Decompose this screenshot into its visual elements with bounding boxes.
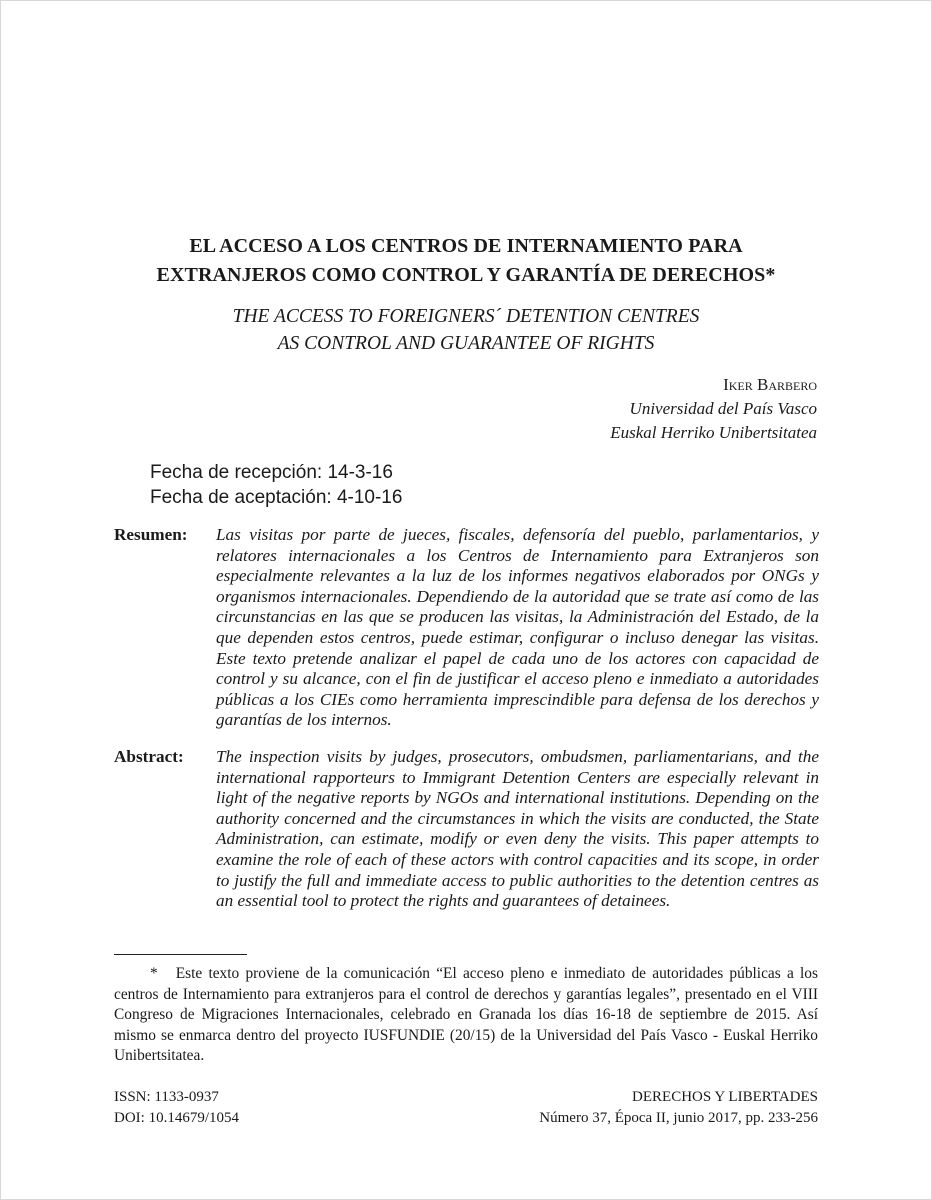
abstract-text: The inspection visits by judges, prosecutors, ombudsmen, parliamentarians, and the international rapporteurs to Immigrant Detention Centers are especially relevant in light of the negative reports by NGOs and international institutions. Depending on the authority concerned and the circumstances in which the visits are conducted, the State Administration, can estimate, modify or even deny the visits. This paper attempts to examine the role of each of these actors with control capacities and its scope, in order to justify the full and immediate access to public authorities to the detention centres as an essential tool to protect the rights and guarantees of detainees. bbox=[216, 747, 819, 911]
title-spanish bbox=[0, 232, 932, 290]
accepted-date: Fecha de aceptación: 4-10-16 bbox=[150, 487, 403, 508]
resumen-label: Resumen: bbox=[114, 525, 188, 544]
abstract-label: Abstract: bbox=[114, 747, 184, 766]
title-english-line-2: AS CONTROL AND GUARANTEE OF RIGHTS bbox=[277, 333, 655, 354]
received-date: Fecha de recepción: 14-3-16 bbox=[150, 462, 393, 483]
footnote-divider bbox=[114, 954, 247, 955]
footnote-text: Este texto proviene de la comunicación “El acceso pleno e inmediato de autoridades públicas a los centros de Internamiento para extranjeros para el control de derechos y garantías legales”, presentado en el VIII Congreso de Migraciones Internacionales, celebrado en Granada los días 16-18 de septiembre de 2015. Así mismo se enmarca dentro del proyecto IUSFUNDIE (20/15) de la Universidad del País Vasco - Euskal Herriko Unibertsitatea. bbox=[114, 965, 818, 1064]
footer-right bbox=[539, 1087, 818, 1128]
footnote-marker: * bbox=[150, 965, 158, 982]
author-affiliation-2: Euskal Herriko Unibertsitatea bbox=[610, 423, 817, 442]
author-name: Iker Barbero bbox=[723, 375, 817, 394]
abstract-section bbox=[114, 747, 819, 912]
footnote bbox=[114, 964, 818, 1067]
doi: DOI: 10.14679/1054 bbox=[114, 1109, 239, 1126]
resumen-text: Las visitas por parte de jueces, fiscales, defensoría del pueblo, parlamentarios, y relatores internacionales a los Centros de Internamiento para Extranjeros son especialmente relevantes a la luz de los informes negativos elaborados por ONGs y organismos internacionales. Dependiendo de la autoridad que se trate así como de las circunstancias en las que se producen las visitas, la Administración del Estado, de la que dependen estos centros, puede estimar, configurar o incluso denegar las visitas. Este texto pretende analizar el papel de cada uno de los actores con capacidad de control y su alcance, con el fin de justificar el acceso pleno e inmediato a autoridades públicas a los CIEs como herramienta imprescindible para defensa de los derechos y garantías de los internos. bbox=[216, 525, 819, 730]
submission-dates bbox=[150, 460, 402, 510]
title-english bbox=[0, 303, 932, 357]
author-block bbox=[610, 373, 817, 445]
author-affiliation-1: Universidad del País Vasco bbox=[629, 399, 817, 418]
issn: ISSN: 1133-0937 bbox=[114, 1089, 219, 1105]
issue-info: Número 37, Época II, junio 2017, pp. 233-256 bbox=[539, 1109, 818, 1126]
resumen-section bbox=[114, 525, 819, 731]
journal-name: DERECHOS Y LIBERTADES bbox=[632, 1089, 818, 1105]
title-spanish-line-2: EXTRANJEROS COMO CONTROL Y GARANTÍA DE DERECHOS* bbox=[156, 264, 776, 286]
footer-left bbox=[114, 1087, 239, 1128]
title-english-line-1: THE ACCESS TO FOREIGNERS´ DETENTION CENTRES bbox=[232, 306, 700, 327]
title-spanish-line-1: EL ACCESO A LOS CENTROS DE INTERNAMIENTO PARA bbox=[189, 235, 743, 257]
